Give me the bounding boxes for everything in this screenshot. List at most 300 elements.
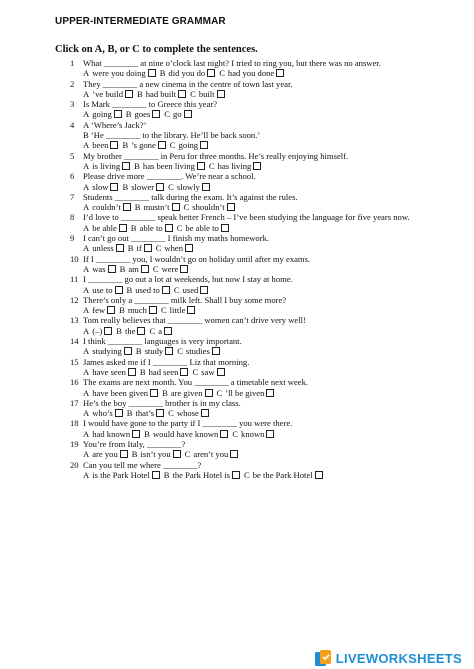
answer-checkbox[interactable] bbox=[152, 110, 160, 118]
answer-option[interactable] bbox=[170, 140, 208, 150]
answer-option[interactable] bbox=[162, 388, 212, 398]
question-text bbox=[70, 58, 470, 68]
question-number: 17 bbox=[70, 397, 79, 408]
question-sentence: If I ________ you, I wouldn’t go on holiday until after my exams. bbox=[83, 253, 311, 264]
answer-option[interactable] bbox=[137, 89, 186, 99]
answer-checkbox[interactable] bbox=[200, 141, 208, 149]
answer-options bbox=[70, 305, 470, 315]
option-text: has living bbox=[217, 160, 252, 171]
answer-option[interactable] bbox=[136, 346, 173, 356]
option-letter: C bbox=[216, 387, 223, 398]
option-letter: C bbox=[164, 109, 171, 120]
option-letter: C bbox=[177, 346, 183, 357]
question-number: 13 bbox=[70, 315, 79, 326]
option-text: if bbox=[136, 243, 142, 254]
question-item bbox=[70, 58, 470, 79]
answer-option[interactable] bbox=[190, 89, 225, 99]
answer-option[interactable] bbox=[83, 89, 133, 99]
option-letter: A bbox=[83, 387, 90, 398]
answer-option[interactable] bbox=[83, 68, 156, 78]
answer-checkbox[interactable] bbox=[220, 430, 228, 438]
answer-option[interactable] bbox=[83, 470, 160, 480]
question-item bbox=[70, 79, 470, 100]
answer-options bbox=[70, 264, 470, 274]
answer-checkbox[interactable] bbox=[217, 90, 225, 98]
option-text: did you do bbox=[168, 68, 206, 79]
question-text bbox=[70, 254, 470, 264]
answer-checkbox[interactable] bbox=[137, 327, 145, 335]
question-sentence: Tom really believes that ________ women can’t drive very well! bbox=[83, 315, 306, 326]
option-text: that’s bbox=[135, 408, 155, 419]
answer-option[interactable] bbox=[120, 264, 149, 274]
answer-option[interactable] bbox=[83, 285, 123, 295]
question-number: 3 bbox=[70, 99, 75, 110]
option-text: who’s bbox=[92, 408, 113, 419]
option-letter: A bbox=[83, 68, 90, 79]
question-number: 2 bbox=[70, 78, 75, 89]
option-letter: B bbox=[134, 160, 140, 171]
option-letter: A bbox=[83, 428, 90, 439]
question-number: 10 bbox=[70, 253, 79, 264]
option-letter: C bbox=[168, 408, 174, 419]
answer-option[interactable] bbox=[131, 223, 173, 233]
answer-checkbox[interactable] bbox=[148, 69, 156, 77]
answer-option[interactable] bbox=[127, 408, 164, 418]
option-letter: A bbox=[83, 243, 90, 254]
question-item bbox=[70, 99, 470, 120]
answer-checkbox[interactable] bbox=[116, 244, 124, 252]
question-number: 5 bbox=[70, 150, 75, 161]
answer-option[interactable] bbox=[217, 388, 275, 398]
question-text bbox=[70, 171, 470, 181]
question-item bbox=[70, 274, 470, 295]
answer-checkbox[interactable] bbox=[205, 389, 213, 397]
option-letter: B bbox=[119, 263, 126, 274]
footer bbox=[0, 641, 474, 669]
option-letter: C bbox=[232, 428, 239, 439]
answer-checkbox[interactable] bbox=[184, 110, 192, 118]
option-letter: B bbox=[163, 469, 170, 480]
answer-option[interactable] bbox=[164, 470, 240, 480]
option-text: had built bbox=[145, 88, 177, 99]
answer-option[interactable] bbox=[83, 388, 158, 398]
option-text: be able to bbox=[185, 222, 219, 233]
option-text: be the Park Hotel bbox=[252, 469, 313, 480]
answer-checkbox[interactable] bbox=[110, 183, 118, 191]
answer-checkbox[interactable] bbox=[114, 110, 122, 118]
question-item bbox=[70, 439, 470, 460]
liveworksheets-logo-icon bbox=[314, 649, 332, 667]
option-text: would have known bbox=[152, 428, 219, 439]
answer-checkbox[interactable] bbox=[162, 286, 170, 294]
question-sentence: You’re from Italy, ________? bbox=[83, 438, 186, 449]
answer-checkbox[interactable] bbox=[150, 389, 158, 397]
option-letter: C bbox=[149, 325, 156, 336]
answer-checkbox[interactable] bbox=[158, 141, 166, 149]
question-text bbox=[70, 295, 470, 305]
answer-checkbox[interactable] bbox=[266, 389, 274, 397]
answer-option[interactable] bbox=[168, 182, 210, 192]
question-sentence: I ________ go out a lot at weekends, but now I stay at home. bbox=[83, 274, 293, 285]
option-text: study bbox=[144, 346, 164, 357]
option-letter: A bbox=[83, 88, 90, 99]
option-letter: B bbox=[122, 140, 129, 151]
option-letter: A bbox=[83, 263, 90, 274]
option-letter: B bbox=[137, 88, 143, 99]
option-text: little bbox=[169, 305, 186, 316]
answer-checkbox[interactable] bbox=[230, 450, 238, 458]
answer-checkbox[interactable] bbox=[221, 224, 229, 232]
option-text: been bbox=[92, 140, 109, 151]
answer-checkbox[interactable] bbox=[124, 347, 132, 355]
option-letter: A bbox=[83, 222, 90, 233]
question-sentence: B ‘He ________ to the library. He’ll be back soon.’ bbox=[83, 130, 261, 141]
option-text: ’s gone bbox=[131, 140, 156, 151]
option-text: ’ve build bbox=[92, 88, 124, 99]
answer-option[interactable] bbox=[127, 285, 170, 295]
question-number: 7 bbox=[70, 191, 75, 202]
answer-option[interactable] bbox=[161, 305, 196, 315]
option-text: aren’t you bbox=[193, 449, 229, 460]
question-sentence: I can’t go out ________ I finish my maths homework. bbox=[83, 233, 270, 244]
answer-option[interactable] bbox=[83, 408, 123, 418]
option-letter: C bbox=[184, 449, 191, 460]
option-text: going bbox=[92, 109, 112, 120]
option-letter: A bbox=[83, 160, 90, 171]
option-text: were you doing bbox=[92, 68, 146, 79]
question-sentence: My brother ________ in Peru for three months. He’s really enjoying himself. bbox=[83, 150, 349, 161]
question-item bbox=[70, 336, 470, 357]
answer-options bbox=[70, 89, 470, 99]
answer-options bbox=[70, 68, 470, 78]
answer-checkbox[interactable] bbox=[165, 347, 173, 355]
question-number: 14 bbox=[70, 336, 79, 347]
option-letter: B bbox=[130, 222, 137, 233]
answer-options bbox=[70, 470, 470, 480]
option-text: was bbox=[92, 263, 106, 274]
option-letter: B bbox=[126, 284, 133, 295]
option-text: unless bbox=[92, 243, 114, 254]
answer-checkbox[interactable] bbox=[115, 286, 123, 294]
answer-option[interactable] bbox=[192, 367, 224, 377]
answer-checkbox[interactable] bbox=[107, 306, 115, 314]
option-text: shouldn’t bbox=[192, 202, 225, 213]
answer-checkbox[interactable] bbox=[123, 203, 131, 211]
answer-option[interactable] bbox=[83, 202, 131, 212]
question-text bbox=[70, 439, 470, 449]
question-text bbox=[70, 99, 470, 109]
answer-option[interactable] bbox=[164, 109, 191, 119]
option-text: isn’t you bbox=[140, 449, 171, 460]
answer-option[interactable] bbox=[122, 140, 165, 150]
answer-option[interactable] bbox=[177, 223, 229, 233]
question-item bbox=[70, 151, 470, 172]
answer-option[interactable] bbox=[156, 243, 193, 253]
answer-checkbox[interactable] bbox=[149, 306, 157, 314]
question-text bbox=[70, 336, 470, 346]
option-text: slow bbox=[92, 181, 109, 192]
option-letter: C bbox=[160, 305, 167, 316]
answer-checkbox[interactable] bbox=[104, 327, 112, 335]
option-letter: B bbox=[116, 325, 122, 336]
answer-options bbox=[70, 408, 470, 418]
answer-checkbox[interactable] bbox=[110, 141, 118, 149]
answer-option[interactable] bbox=[83, 449, 128, 459]
answer-checkbox[interactable] bbox=[185, 244, 193, 252]
answer-checkbox[interactable] bbox=[227, 203, 235, 211]
answer-option[interactable] bbox=[83, 243, 124, 253]
answer-checkbox[interactable] bbox=[132, 430, 140, 438]
option-text: used to bbox=[135, 284, 160, 295]
option-letter: A bbox=[83, 305, 90, 316]
answer-checkbox[interactable] bbox=[253, 162, 261, 170]
option-text: when bbox=[164, 243, 184, 254]
answer-option[interactable] bbox=[83, 326, 112, 336]
question-item bbox=[70, 212, 470, 233]
option-text: the bbox=[124, 325, 136, 336]
answer-checkbox[interactable] bbox=[156, 183, 164, 191]
answer-option[interactable] bbox=[174, 285, 209, 295]
option-text: had known bbox=[92, 428, 131, 439]
answer-option[interactable] bbox=[119, 305, 157, 315]
option-letter: A bbox=[83, 346, 90, 357]
answer-checkbox[interactable] bbox=[217, 368, 225, 376]
option-text: saw bbox=[201, 366, 215, 377]
answer-options bbox=[70, 285, 470, 295]
question-text bbox=[70, 274, 470, 284]
option-text: have been given bbox=[92, 387, 149, 398]
question-text bbox=[70, 233, 470, 243]
question-sentence: I think ________ languages is very important. bbox=[83, 336, 242, 347]
option-text: use to bbox=[92, 284, 113, 295]
answer-checkbox[interactable] bbox=[122, 162, 130, 170]
answer-options bbox=[70, 243, 470, 253]
answer-option[interactable] bbox=[83, 223, 127, 233]
option-letter: C bbox=[208, 160, 215, 171]
answer-option[interactable] bbox=[83, 429, 140, 439]
question-item bbox=[70, 120, 470, 151]
question-list bbox=[70, 58, 470, 480]
answer-options bbox=[70, 449, 470, 459]
question-text bbox=[70, 79, 470, 89]
answer-checkbox[interactable] bbox=[197, 162, 205, 170]
question-text bbox=[70, 460, 470, 470]
question-item bbox=[70, 233, 470, 254]
instruction-text: Click on A, B, or C to complete the sentences. bbox=[55, 44, 258, 55]
option-text: studying bbox=[92, 346, 122, 357]
answer-option[interactable] bbox=[83, 264, 116, 274]
option-text: built bbox=[198, 88, 215, 99]
answer-option[interactable] bbox=[132, 449, 181, 459]
option-text: go bbox=[173, 109, 182, 120]
answer-options bbox=[70, 182, 470, 192]
option-letter: A bbox=[83, 408, 90, 419]
option-letter: C bbox=[190, 88, 196, 99]
answer-option[interactable] bbox=[83, 346, 132, 356]
answer-option[interactable] bbox=[160, 68, 216, 78]
answer-options bbox=[70, 367, 470, 377]
answer-option[interactable] bbox=[83, 367, 136, 377]
option-letter: A bbox=[83, 325, 90, 336]
answer-options bbox=[70, 346, 470, 356]
answer-option[interactable] bbox=[149, 326, 172, 336]
answer-checkbox[interactable] bbox=[276, 69, 284, 77]
answer-checkbox[interactable] bbox=[315, 471, 323, 479]
question-number: 11 bbox=[70, 274, 79, 285]
question-number: 20 bbox=[70, 459, 79, 470]
question-sentence: Is Mark ________ to Greece this year? bbox=[83, 99, 218, 110]
question-number: 9 bbox=[70, 233, 75, 244]
answer-options bbox=[70, 388, 470, 398]
answer-option[interactable] bbox=[153, 264, 188, 274]
answer-option[interactable] bbox=[116, 326, 145, 336]
option-text: going bbox=[178, 140, 199, 151]
question-item bbox=[70, 398, 470, 419]
answer-option[interactable] bbox=[144, 429, 228, 439]
answer-checkbox[interactable] bbox=[200, 286, 208, 294]
question-item bbox=[70, 357, 470, 378]
answer-checkbox[interactable] bbox=[180, 265, 188, 273]
answer-checkbox[interactable] bbox=[108, 265, 116, 273]
answer-checkbox[interactable] bbox=[156, 409, 164, 417]
answer-checkbox[interactable] bbox=[180, 368, 188, 376]
answer-checkbox[interactable] bbox=[119, 224, 127, 232]
option-text: are given bbox=[170, 387, 203, 398]
option-letter: B bbox=[162, 387, 168, 398]
question-number: 16 bbox=[70, 377, 79, 388]
option-text: mustn’t bbox=[143, 202, 170, 213]
question-number: 6 bbox=[70, 171, 75, 182]
answer-option[interactable] bbox=[128, 243, 152, 253]
answer-option[interactable] bbox=[184, 202, 235, 212]
question-sentence: I’d love to ________ speak better French – I’ve been studying the language for five years now. bbox=[83, 212, 410, 223]
option-text: be able bbox=[92, 222, 117, 233]
question-item bbox=[70, 171, 470, 192]
question-number: 12 bbox=[70, 294, 79, 305]
answer-options bbox=[70, 429, 470, 439]
answer-checkbox[interactable] bbox=[120, 450, 128, 458]
answer-checkbox[interactable] bbox=[141, 265, 149, 273]
question-text bbox=[70, 212, 470, 222]
option-letter: C bbox=[176, 222, 183, 233]
option-letter: B bbox=[126, 408, 133, 419]
option-text: able to bbox=[139, 222, 163, 233]
question-text bbox=[70, 315, 470, 325]
answer-checkbox[interactable] bbox=[187, 306, 195, 314]
question-sentence: I would have gone to the party if I ________ you were there. bbox=[83, 418, 293, 429]
option-text: have seen bbox=[92, 366, 126, 377]
question-sentence: Can you tell me where ________? bbox=[83, 459, 202, 470]
option-letter: B bbox=[134, 202, 141, 213]
option-text: had you done bbox=[227, 68, 275, 79]
answer-option[interactable] bbox=[83, 140, 118, 150]
option-letter: A bbox=[83, 109, 90, 120]
option-text: ’ll be given bbox=[225, 387, 265, 398]
answer-option[interactable] bbox=[219, 68, 284, 78]
option-letter: C bbox=[244, 469, 250, 480]
option-letter: A bbox=[83, 366, 90, 377]
question-text bbox=[70, 192, 470, 202]
answer-options bbox=[70, 140, 470, 150]
answer-option[interactable] bbox=[232, 429, 274, 439]
option-letter: A bbox=[83, 469, 90, 480]
answer-option[interactable] bbox=[134, 161, 205, 171]
liveworksheets-logo[interactable] bbox=[314, 649, 462, 667]
answer-option[interactable] bbox=[185, 449, 239, 459]
option-text: are you bbox=[92, 449, 118, 460]
answer-options bbox=[70, 326, 470, 336]
answer-checkbox[interactable] bbox=[266, 430, 274, 438]
option-text: much bbox=[127, 305, 147, 316]
answer-option[interactable] bbox=[122, 182, 164, 192]
answer-checkbox[interactable] bbox=[144, 244, 152, 252]
question-item bbox=[70, 254, 470, 275]
option-text: (–) bbox=[92, 325, 103, 336]
answer-option[interactable] bbox=[83, 305, 115, 315]
answer-option[interactable] bbox=[135, 202, 180, 212]
answer-option[interactable] bbox=[168, 408, 209, 418]
answer-checkbox[interactable] bbox=[178, 90, 186, 98]
answer-option[interactable] bbox=[177, 346, 220, 356]
option-letter: A bbox=[83, 202, 90, 213]
option-text: few bbox=[92, 305, 106, 316]
option-letter: C bbox=[155, 243, 162, 254]
question-item bbox=[70, 418, 470, 439]
option-letter: C bbox=[169, 140, 176, 151]
question-sentence: A ‘Where’s Jack?’ bbox=[83, 119, 147, 130]
question-text bbox=[70, 120, 470, 130]
answer-options bbox=[70, 223, 470, 233]
answer-checkbox[interactable] bbox=[201, 409, 209, 417]
question-sentence: Please drive more ________. We’re near a school. bbox=[83, 171, 256, 182]
answer-option[interactable] bbox=[244, 470, 323, 480]
option-letter: C bbox=[183, 202, 190, 213]
question-sentence: They ________ a new cinema in the centre of town last year. bbox=[83, 78, 293, 89]
answer-option[interactable] bbox=[83, 161, 130, 171]
question-sentence: He’s the boy ________ brother is in my class. bbox=[83, 397, 241, 408]
answer-checkbox[interactable] bbox=[212, 347, 220, 355]
option-letter: A bbox=[83, 140, 90, 151]
answer-option[interactable] bbox=[209, 161, 261, 171]
answer-option[interactable] bbox=[83, 109, 122, 119]
question-number: 1 bbox=[70, 58, 75, 68]
question-number: 8 bbox=[70, 212, 75, 223]
answer-checkbox[interactable] bbox=[173, 450, 181, 458]
answer-option[interactable] bbox=[140, 367, 189, 377]
question-item bbox=[70, 377, 470, 398]
option-text: am bbox=[128, 263, 139, 274]
question-text bbox=[70, 398, 470, 408]
answer-checkbox[interactable] bbox=[207, 69, 215, 77]
option-letter: B bbox=[122, 181, 129, 192]
option-text: slower bbox=[131, 181, 155, 192]
option-text: is the Park Hotel bbox=[92, 469, 150, 480]
answer-checkbox[interactable] bbox=[165, 224, 173, 232]
answer-checkbox[interactable] bbox=[152, 471, 160, 479]
answer-checkbox[interactable] bbox=[232, 471, 240, 479]
answer-checkbox[interactable] bbox=[115, 409, 123, 417]
answer-checkbox[interactable] bbox=[202, 183, 210, 191]
answer-option[interactable] bbox=[126, 109, 161, 119]
answer-checkbox[interactable] bbox=[128, 368, 136, 376]
answer-checkbox[interactable] bbox=[164, 327, 172, 335]
answer-option[interactable] bbox=[83, 182, 118, 192]
answer-options bbox=[70, 109, 470, 119]
question-item bbox=[70, 460, 470, 481]
option-letter: A bbox=[83, 284, 90, 295]
answer-checkbox[interactable] bbox=[172, 203, 180, 211]
answer-checkbox[interactable] bbox=[125, 90, 133, 98]
